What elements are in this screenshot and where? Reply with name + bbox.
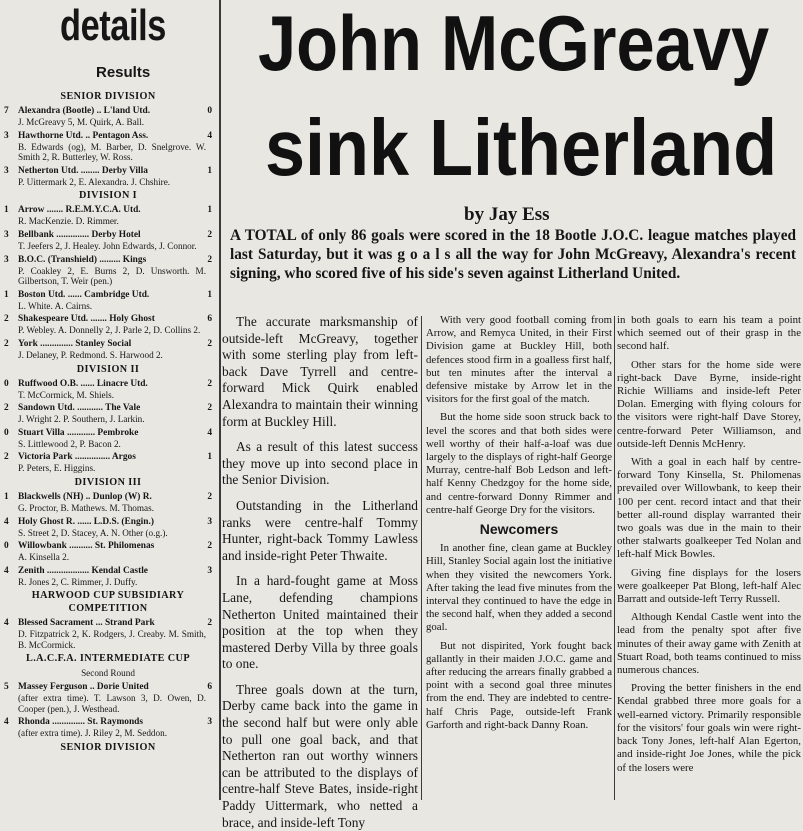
scorers: L. White. A. Cairns.	[18, 300, 93, 311]
home-score: 1	[4, 205, 9, 216]
scorers: T. Jeefers 2, J. Healey. John Edwards, J. Connor.	[18, 240, 197, 251]
fixture: Alexandra (Bootle) .. L'land Utd.	[18, 106, 151, 116]
result-item	[0, 566, 216, 588]
away-score: 3	[207, 565, 212, 576]
fixture: Arrow ....... R.E.M.Y.C.A. Utd.	[18, 205, 141, 216]
home-score: 0	[4, 378, 9, 389]
results-column	[0, 0, 216, 800]
scorers: A. Kinsella 2.	[18, 552, 70, 563]
paragraph: In a hard-fought game at Moss Lane, defending champions Netherton United maintained their position at the top when they mastered Derby Villa by three goals to one.	[222, 573, 418, 672]
result-item	[0, 255, 216, 287]
left-column-divider	[219, 0, 221, 800]
home-score: 2	[4, 314, 9, 325]
away-score: 4	[207, 130, 212, 141]
result-item	[0, 131, 216, 163]
scorers: D. Fitzpatrick 2, K. Rodgers, J. Creaby. M. Smith, B. McCormick.	[18, 629, 206, 650]
home-score: 2	[4, 452, 9, 463]
fixture: Rhonda .............. St. Raymonds	[18, 717, 144, 728]
fixture: York .............. Stanley Social	[18, 338, 132, 349]
round-label: Second Round	[81, 668, 135, 679]
paragraph: in both goals to earn his team a point which seemed out of their grasp in the second half.	[617, 314, 801, 353]
fixture: Shakespeare Utd. ....... Holy Ghost	[18, 314, 155, 325]
away-score: 1	[207, 452, 212, 463]
division-heading: DIVISION III	[74, 476, 142, 488]
home-score: 1	[4, 491, 9, 502]
article-column-3	[617, 314, 801, 800]
paragraph: Other stars for the home side were right-back Dave Byrne, inside-right Richie Williams and inside-left Peter Dolan. Emerging with flying colours for the visitors were right-half Dave Storey, centre-forward Peter Williamson, and outside-left Dennis McHenry.	[617, 358, 801, 450]
paragraph: But not dispirited, York fought back gallantly in their maiden J.O.C. game and after reducing the arrears finally grabbed a point with a second goal three minutes from the end. They are indebted to centre-half Chris Page, outside-left Frank Garforth and right-back Danny Roan.	[426, 639, 612, 731]
division-heading: HARWOOD CUP SUBSIDIARY COMPETITION	[31, 590, 185, 615]
away-score: 2	[207, 338, 212, 349]
scorers: R. Jones 2, C. Rimmer, J. Duffy.	[18, 576, 138, 587]
home-score: 2	[4, 338, 9, 349]
fixture: Sandown Utd. ........... The Vale	[18, 403, 141, 414]
away-score: 3	[207, 516, 212, 527]
home-score: 4	[4, 717, 9, 728]
home-score: 3	[4, 229, 9, 240]
home-score: 3	[4, 130, 9, 141]
scorers: B. Edwards (og), M. Barber, D. Snelgrove. W. Smith 2, R. Butterley, W. Ross.	[18, 141, 206, 163]
scorers: P. Uittermark 2, E. Alexandra. J. Chshire.	[18, 176, 171, 187]
home-score: 4	[4, 516, 9, 527]
result-item	[0, 452, 216, 474]
intro-paragraph: A TOTAL of only 86 goals were scored in the 18 Bootle J.O.C. league matches played last Saturday, but it was g o a l s all the way for John McGreavy, Alexandra's recent signing, who scored five of his side's seven against Litherland United.	[230, 227, 796, 282]
away-score: 1	[207, 165, 212, 176]
fixture: Bellbank .............. Derby Hotel	[18, 229, 141, 240]
result-item	[0, 517, 216, 539]
result-item	[0, 166, 216, 188]
scorers: S. Littlewood 2, P. Bacon 2.	[18, 438, 121, 449]
away-score: 1	[207, 205, 212, 216]
result-item	[0, 682, 216, 714]
away-score: 0	[207, 106, 212, 116]
fixture: Victoria Park ............... Argos	[18, 452, 136, 463]
headline-line-1: John McGreavy	[258, 0, 770, 87]
away-score: 1	[207, 289, 212, 300]
column-divider-2	[614, 316, 615, 800]
scorers: J. McGreavy 5, M. Quirk, A. Ball.	[18, 117, 145, 127]
scorers: (after extra time). T. Lawson 3, D. Owen, D. Cooper (pen.), J. Westhead.	[18, 693, 206, 714]
scorers: J. Delaney, P. Redmond. S. Harwood 2.	[18, 349, 163, 360]
result-item	[0, 618, 216, 650]
fixture: Willowbank .......... St. Philomenas	[18, 541, 155, 552]
result-item	[0, 428, 216, 450]
scorers: P. Coakley 2, E. Burns 2, D. Unsworth. M. Gilbertson, T. Weir (pen.)	[18, 265, 206, 287]
result-item	[0, 230, 216, 252]
result-item	[0, 339, 216, 361]
fixture: Boston Utd. ...... Cambridge Utd.	[18, 289, 150, 300]
fixture: Hawthorne Utd. .. Pentagon Ass.	[18, 130, 149, 141]
home-score: 5	[4, 682, 9, 693]
paragraph: As a result of this latest success they move up into second place in the Senior Division.	[222, 439, 418, 488]
result-item	[0, 314, 216, 336]
paragraph: Three goals down at the turn, Derby came back into the game in the second half but were only able to pull one goal back, and that Netherton ran out worthy winners can be attributed to the displays of centre-half Steve Bates, inside-right Paddy Uittermark, who netted a brace, and inside-left Tony	[222, 681, 418, 830]
home-score: 2	[4, 403, 9, 414]
home-score: 0	[4, 427, 9, 438]
headline-line-2: sink Litherland	[265, 103, 778, 192]
home-score: 7	[4, 106, 9, 116]
result-item	[0, 379, 216, 401]
away-score: 2	[207, 254, 212, 265]
fixture: B.O.C. (Transhield) ......... Kings	[18, 254, 147, 265]
result-item	[0, 106, 216, 128]
paragraph: With a goal in each half by centre-forward Tony Kinsella, St. Philomenas prevailed over Willowbank, to keep their 100 per cent. record intact and that their better all-round display warranted their two goals was due in the main to their other stalwarts goalkeeper Ted Nolan and left-half Mick Bowles.	[617, 456, 801, 561]
away-score: 6	[207, 682, 212, 693]
division-heading: SENIOR DIVISION	[60, 91, 156, 102]
home-score: 1	[4, 289, 9, 300]
scorers: G. Proctor, B. Mathews. M. Thomas.	[18, 502, 154, 513]
results-list	[0, 90, 216, 754]
away-score: 3	[207, 717, 212, 728]
paragraph: With very good football coming from Arrow, and Remyca United, in their First Division game at Buckley Hill, both defences stood firm in a goalless first half, but ten minutes after the interval a defensive mistake by Arrow let in the visitors for the first goal of the match.	[426, 314, 612, 406]
home-score: 3	[4, 254, 9, 265]
away-score: 4	[207, 427, 212, 438]
fixture: Blessed Sacrament ... Strand Park	[18, 618, 155, 629]
scorers: P. Peters, E. Higgins.	[18, 463, 96, 474]
article-column-1	[222, 314, 418, 830]
home-score: 4	[4, 565, 9, 576]
away-score: 2	[207, 403, 212, 414]
fixture: Massey Ferguson .. Dorie United	[18, 682, 149, 693]
result-item	[0, 403, 216, 425]
division-heading: SENIOR DIVISION	[60, 741, 156, 753]
article-column-2	[426, 314, 612, 800]
fixture: Holy Ghost R. ...... L.D.S. (Engin.)	[18, 516, 154, 527]
fixture: Ruffwood O.B. ...... Linacre Utd.	[18, 378, 148, 389]
scorers: J. Wright 2. P. Southern, J. Larkin.	[18, 414, 145, 425]
result-item	[0, 205, 216, 227]
division-heading: L.A.C.F.A. INTERMEDIATE CUP	[26, 653, 190, 665]
fixture: Stuart Villa ............ Pembroke	[18, 427, 139, 438]
column-divider-1	[421, 316, 422, 800]
result-item	[0, 541, 216, 563]
fixture: Netherton Utd. ........ Derby Villa	[18, 165, 148, 176]
result-item	[0, 290, 216, 312]
details-heading: details	[60, 1, 166, 50]
away-score: 2	[207, 618, 212, 629]
away-score: 2	[207, 541, 212, 552]
result-item	[0, 492, 216, 514]
paragraph: Outstanding in the Litherland ranks were centre-half Tommy Hunter, right-back Tommy Lawless and inside-right Peter Thwaite.	[222, 497, 418, 563]
scorers: (after extra time). J. Riley 2, M. Seddon.	[18, 728, 168, 739]
paragraph: In another fine, clean game at Buckley Hill, Stanley Social again lost the initiative when they visited the newcomers York. After taking the lead five minutes from the interval they continued to have the edge in the second half, when they added a second goal.	[426, 542, 612, 634]
byline: by Jay Ess	[464, 204, 550, 225]
subheading-newcomers: Newcomers	[479, 521, 559, 538]
paragraph: The accurate marksmanship of outside-left McGreavy, together with some sterling play from left-back Dave Tyrrell and centre-forward Mick Quirk enabled Alexandra to maintain their winning form at Buckley Hill.	[222, 314, 418, 429]
scorers: T. McCormick, M. Shiels.	[18, 389, 115, 400]
away-score: 2	[207, 229, 212, 240]
paragraph: Although Kendal Castle went into the lead from the penalty spot after five minutes of their away game with Zenith at Stuart Road, both teams continued to miss numerous chances.	[617, 611, 801, 677]
away-score: 6	[207, 314, 212, 325]
paragraph: But the home side soon struck back to level the scores and that both sides were well worthy of their half-a-loaf was due largely to the displays of right-half George Murray, centre-half Bob Ledson and left-half Kenny Chedzgoy for the home side, and centre-forward Donny Rimmer and centre-half George Dry for the visitors.	[426, 411, 612, 516]
division-heading: DIVISION II	[76, 363, 140, 375]
away-score: 2	[207, 378, 212, 389]
paragraph: Giving fine displays for the losers were goalkeeper Pat Blong, left-half Alec Barratt and outside-left Terry Russell.	[617, 566, 801, 606]
away-score: 2	[207, 491, 212, 502]
home-score: 4	[4, 618, 9, 629]
home-score: 0	[4, 541, 9, 552]
scorers: P. Webley. A. Donnelly 2, J. Parle 2, D. Collins 2.	[18, 325, 201, 336]
fixture: Blackwells (NH) .. Dunlop (W) R.	[18, 491, 152, 502]
fixture: Zenith .................. Kendal Castle	[18, 565, 148, 576]
home-score: 3	[4, 165, 9, 176]
paragraph: Proving the better finishers in the end Kendal grabbed three more goals for a well-earned victory. Primarily responsible for the visitors' four goals win were right-back Tony Jones, left-half Alan Egerton, and inside-right Joe Jones, while the pick of the losers were	[617, 682, 801, 774]
scorers: S. Street 2, D. Stacey, A. N. Other (o.g.).	[18, 527, 168, 538]
scorers: R. MacKenzie. D. Rimmer.	[18, 216, 119, 227]
division-heading: DIVISION I	[78, 190, 138, 202]
results-heading: Results	[96, 64, 151, 81]
result-item	[0, 717, 216, 739]
